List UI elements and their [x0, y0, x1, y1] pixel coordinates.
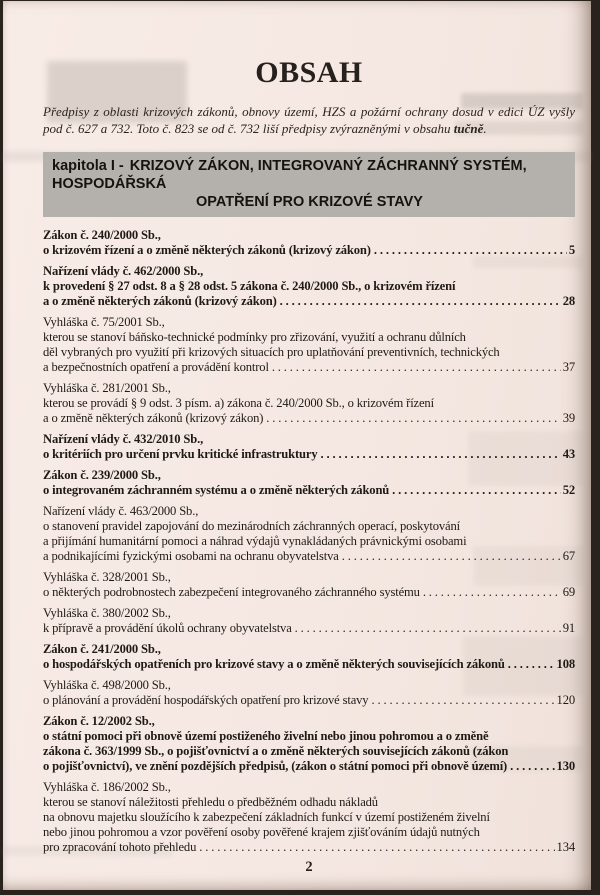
dot-leader [342, 549, 561, 564]
dot-leader [423, 585, 561, 600]
entry-title: Nařízení vlády č. 432/2010 Sb., [43, 432, 204, 446]
entry-description [43, 243, 575, 258]
chapter-heading [43, 152, 575, 217]
entry-last-line [43, 360, 575, 375]
toc-entry [43, 264, 575, 309]
entry-last-line [43, 759, 575, 774]
entry-desc-line: nebo jinou pohromou a vzor pověření osoby pověřené krajem zjišťováním údajů nutných [43, 825, 480, 839]
entry-desc-text: o integrovaném záchranném systému a o změně některých zákonů [43, 483, 390, 497]
entry-last-line [43, 693, 575, 708]
dot-leader [295, 621, 561, 636]
entry-last-line [43, 243, 575, 258]
entry-desc-text: a o změně některých zákonů (krizový zákon) [43, 294, 277, 308]
dot-leader [392, 483, 561, 498]
entry-page-number: 134 [556, 840, 575, 854]
toc-list [43, 228, 575, 855]
entry-title: Zákon č. 239/2000 Sb., [43, 468, 161, 482]
chapter-prefix: kapitola I - [52, 158, 124, 174]
entry-last-line [43, 294, 575, 309]
entry-page-number: 28 [562, 294, 575, 308]
toc-entry [43, 468, 575, 498]
entry-last-line [43, 621, 575, 636]
dot-leader [199, 840, 554, 855]
toc-entry [43, 315, 575, 375]
entry-page-number: 52 [562, 483, 575, 497]
paper-page [3, 1, 591, 890]
entry-page-number: 5 [568, 243, 575, 257]
dot-leader [266, 411, 560, 426]
entry-desc-text: o některých podrobnostech zabezpečení integrovaného záchranného systému [43, 585, 420, 599]
entry-desc-text: o plánování a provádění hospodářských opatření pro krizové stavy [43, 693, 369, 707]
dot-leader [272, 360, 561, 375]
dot-leader [508, 657, 555, 672]
entry-page-number: 69 [562, 585, 575, 599]
entry-desc-text: o hospodářských opatřeních pro krizové stavy a o změně některých souvisejících zákonů [43, 657, 505, 671]
entry-desc-line: na obnovu majetku sloužícího k zabezpečení základních funkcí v území postiženém živelní [43, 810, 490, 824]
entry-desc-text: a bezpečnostních opatření a provádění kontrol [43, 360, 269, 374]
entry-last-line [43, 657, 575, 672]
entry-page-number: 120 [556, 693, 575, 707]
entry-desc-line: kterou se stanoví náležitosti přehledu o předběžném odhadu nákladů [43, 795, 378, 809]
entry-description [43, 657, 575, 672]
entry-page-number: 37 [562, 360, 575, 374]
intro-note [43, 103, 575, 137]
chapter-heading-line1 [52, 157, 567, 193]
dot-leader [280, 294, 561, 309]
dot-leader [510, 759, 554, 774]
entry-desc-line: kterou se provádí § 9 odst. 3 písm. a) zákona č. 240/2000 Sb., o krizovém řízení [43, 396, 434, 410]
intro-suffix: . [483, 121, 487, 136]
entry-description [43, 279, 575, 309]
entry-title: Nařízení vlády č. 463/2000 Sb., [43, 504, 199, 518]
toc-entry [43, 642, 575, 672]
dot-leader [371, 693, 554, 708]
entry-description [43, 693, 575, 708]
intro-text: Předpisy z oblasti krizových zákonů, obnovy území, HZS a požární ochrany dosud v edici ÚZ vyšly pod č. 627 a 732. Toto č. 823 se od č. 732 liší předpisy zvýrazněnými v obsahu [43, 104, 575, 136]
entry-desc-line: o stanovení pravidel zapojování do mezinárodních záchranných operací, poskytování [43, 519, 460, 533]
dot-leader [374, 243, 567, 258]
entry-desc-line: k provedení § 27 odst. 8 a § 28 odst. 5 zákona č. 240/2000 Sb., o krizovém řízení [43, 279, 456, 293]
intro-bold-word: tučně [453, 121, 484, 136]
entry-description [43, 396, 575, 426]
entry-title: Vyhláška č. 281/2001 Sb., [43, 381, 171, 395]
toc-entry [43, 228, 575, 258]
entry-desc-line: zákona č. 363/1999 Sb., o pojišťovnictví a o změně některých souvisejících zákonů (zákon [43, 744, 509, 758]
entry-desc-text: o kritériích pro určení prvku kritické infrastruktury [43, 447, 318, 461]
entry-last-line [43, 585, 575, 600]
entry-title: Vyhláška č. 75/2001 Sb., [43, 315, 165, 329]
entry-description [43, 795, 575, 855]
toc-entry [43, 606, 575, 636]
entry-page-number: 108 [556, 657, 575, 671]
entry-description [43, 447, 575, 462]
entry-title: Vyhláška č. 498/2000 Sb., [43, 678, 171, 692]
toc-entry [43, 432, 575, 462]
entry-title: Zákon č. 12/2002 Sb., [43, 714, 155, 728]
folio-page-number: 2 [305, 859, 313, 875]
entry-last-line [43, 549, 575, 564]
entry-last-line [43, 447, 575, 462]
entry-description [43, 330, 575, 375]
entry-description [43, 585, 575, 600]
entry-desc-text: o krizovém řízení a o změně některých zákonů (krizový zákon) [43, 243, 371, 257]
entry-page-number: 130 [556, 759, 575, 773]
chapter-title-line1: KRIZOVÝ ZÁKON, INTEGROVANÝ ZÁCHRANNÝ SYSTÉM, HOSPODÁŘSKÁ [52, 158, 527, 192]
entry-title: Vyhláška č. 186/2002 Sb., [43, 780, 171, 794]
entry-desc-text: a podnikajícími fyzickými osobami na ochranu obyvatelstva [43, 549, 339, 563]
entry-title: Vyhláška č. 380/2002 Sb., [43, 606, 171, 620]
entry-desc-text: a o změně některých zákonů (krizový zákon) [43, 411, 264, 425]
entry-desc-text: pro zpracování tohoto přehledu [43, 840, 197, 854]
entry-last-line [43, 840, 575, 855]
entry-page-number: 43 [562, 447, 575, 461]
entry-title: Vyhláška č. 328/2001 Sb., [43, 570, 171, 584]
entry-page-number: 39 [562, 411, 575, 425]
entry-description [43, 483, 575, 498]
toc-entry [43, 780, 575, 855]
page-title: OBSAH [255, 56, 363, 89]
entry-desc-text: k přípravě a provádění úkolů ochrany obyvatelstva [43, 621, 292, 635]
entry-page-number: 67 [562, 549, 575, 563]
toc-entry [43, 381, 575, 426]
chapter-title-line2: OPATŘENÍ PRO KRIZOVÉ STAVY [196, 194, 423, 210]
entry-title: Zákon č. 240/2000 Sb., [43, 228, 161, 242]
toc-entry [43, 678, 575, 708]
entry-last-line [43, 483, 575, 498]
page-content [43, 1, 575, 890]
entry-description [43, 519, 575, 564]
dot-leader [320, 447, 560, 462]
toc-entry [43, 570, 575, 600]
toc-entry [43, 714, 575, 774]
entry-desc-line: kterou se stanoví báňsko-technické podmínky pro zřizování, využití a ochranu důlních [43, 330, 466, 344]
entry-desc-line: děl vybraných pro využití při krizových situacích pro uplatňování preventivních, technických [43, 345, 500, 359]
entry-desc-line: a přijímání humanitární pomoci a náhrad výdajů vynakládaných právnickými osobami [43, 534, 467, 548]
entry-title: Nařízení vlády č. 462/2000 Sb., [43, 264, 204, 278]
entry-last-line [43, 411, 575, 426]
entry-page-number: 91 [562, 621, 575, 635]
entry-desc-line: o státní pomoci při obnově území postiženého živelní nebo jinou pohromou a o změně [43, 729, 489, 743]
toc-entry [43, 504, 575, 564]
entry-description [43, 621, 575, 636]
entry-desc-text: o pojišťovnictví), ve znění pozdějších předpisů, (zákon o státní pomoci při obnově území) [43, 759, 508, 773]
entry-description [43, 729, 575, 774]
entry-title: Zákon č. 241/2000 Sb., [43, 642, 161, 656]
